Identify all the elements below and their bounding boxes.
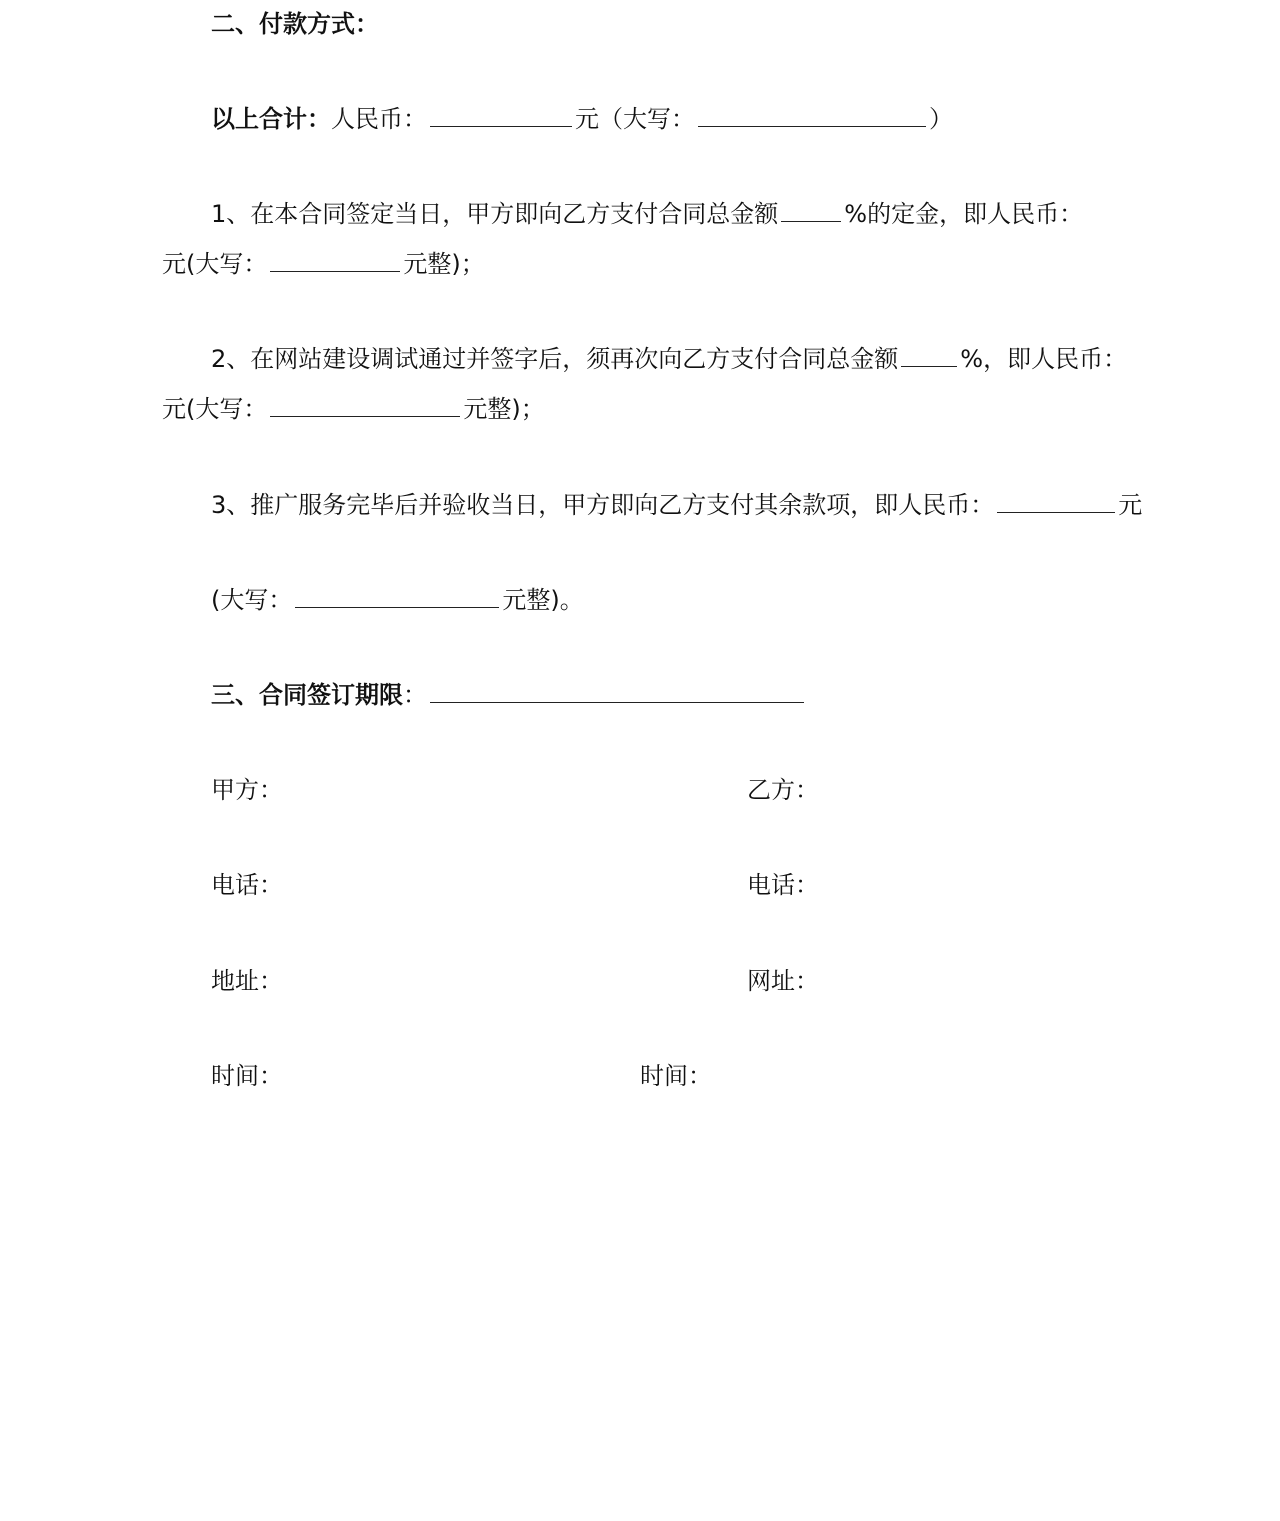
item-1-percent-blank[interactable]: [781, 197, 841, 222]
website-b-label: 网址：: [747, 967, 819, 995]
total-daxie-blank[interactable]: [698, 102, 926, 127]
item-2-line-1: [211, 342, 1127, 374]
phone-b-label: 电话：: [747, 871, 819, 899]
item-3-daxie-after: 元整)。: [502, 586, 584, 614]
contract-term-blank[interactable]: [430, 678, 804, 703]
item-2-daxie-after: 元整)；: [463, 395, 545, 423]
item-1-after: %的定金，即人民币：: [844, 200, 1084, 228]
party-a-label: 甲方：: [211, 776, 283, 804]
item-3-text: 3、推广服务完毕后并验收当日，甲方即向乙方支付其余款项，即人民币：: [211, 491, 995, 519]
item-1-line-1: [211, 197, 1083, 229]
time-a-label: 时间：: [211, 1062, 283, 1090]
address-a-label: 地址：: [211, 967, 283, 995]
item-2-text: 2、在网站建设调试通过并签字后，须再次向乙方支付合同总金额: [211, 345, 899, 373]
item-1-text: 1、在本合同签定当日，甲方即向乙方支付合同总金额: [211, 200, 779, 228]
party-b-label: 乙方：: [747, 776, 819, 804]
item-1-daxie-after: 元整)；: [403, 250, 485, 278]
item-3-daxie-before: (大写：: [211, 586, 293, 614]
item-3-line-2: [211, 583, 584, 615]
item-3-amount-blank[interactable]: [997, 488, 1115, 513]
item-2-percent-blank[interactable]: [901, 342, 957, 367]
item-2-daxie-before: 元(大写：: [162, 395, 268, 423]
item-2-line-2: [162, 392, 545, 424]
phone-a-label: 电话：: [211, 871, 283, 899]
total-unit: 元: [575, 105, 599, 133]
total-daxie-open: （大写：: [599, 105, 695, 133]
total-daxie-close: ）: [929, 105, 953, 133]
item-2-daxie-blank[interactable]: [270, 392, 460, 417]
time-b-label: 时间：: [640, 1062, 712, 1090]
item-1-daxie-blank[interactable]: [270, 247, 400, 272]
item-3-daxie-blank[interactable]: [295, 583, 499, 608]
section-3-line: [211, 678, 807, 710]
total-currency: 人民币：: [331, 105, 427, 133]
total-amount-blank[interactable]: [430, 102, 572, 127]
item-1-daxie-before: 元(大写：: [162, 250, 268, 278]
section-3-heading: 三、合同签订期限: [211, 681, 403, 709]
total-label: 以上合计：: [211, 105, 331, 133]
section-2-heading: 二、付款方式：: [211, 10, 379, 38]
item-3-line-1: [211, 488, 1142, 520]
total-line: [211, 102, 953, 134]
section-3-colon: ：: [403, 681, 427, 709]
item-2-after: %，即人民币：: [960, 345, 1128, 373]
item-1-line-2: [162, 247, 485, 279]
item-3-after: 元: [1118, 491, 1143, 519]
